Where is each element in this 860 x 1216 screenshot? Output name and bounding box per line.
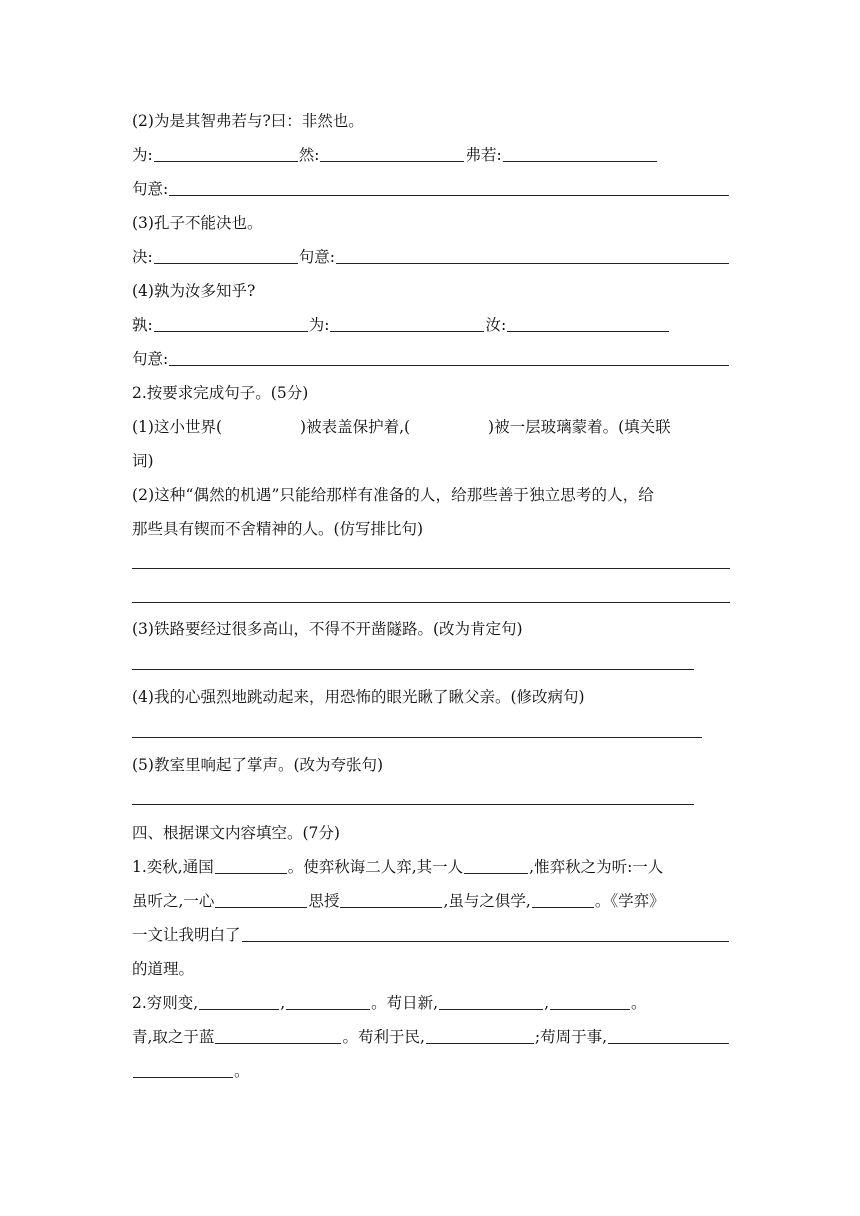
answer-blank[interactable] [215,888,307,908]
answer-blank[interactable] [608,1024,729,1044]
answer-blank[interactable] [426,1024,534,1044]
answer-line[interactable] [132,737,702,738]
answer-blank[interactable] [242,922,729,942]
answer-blank[interactable] [464,854,528,874]
sentence-1-continued: 词) [132,452,154,470]
answer-blank[interactable] [133,1058,233,1078]
answer-blank[interactable] [154,142,298,162]
question-2-sentence: (2)为是其智弗若与?曰：非然也。 [132,112,364,130]
answer-blank[interactable] [330,312,484,332]
section-2-title: 2.按要求完成句子。(5分) [132,384,309,402]
passage-1-line-4: 的道理。 [132,960,195,978]
passage-1-line-3: 一文让我明白了 [132,920,730,946]
question-3-sentence: (3)孔子不能决也。 [132,214,263,232]
passage-2-line-1: 2.穷则变, , 。苟日新, , 。 [132,988,730,1014]
answer-blank[interactable] [154,312,308,332]
question-2-word-blanks: 为: 然: 弗若: [132,140,730,166]
answer-blank[interactable] [215,854,287,874]
sentence-4: (4)我的心强烈地跳动起来，用恐怖的眼光瞅了瞅父亲。(修改病句) [132,688,585,706]
answer-blank[interactable] [199,990,279,1010]
passage-2-line-2: 青,取之于蓝 。苟利于民, ;苟周于事, [132,1022,730,1048]
answer-line[interactable] [132,602,730,603]
sentence-5: (5)教室里响起了掌声。(改为夸张句) [132,756,384,774]
question-3-blanks: 决: 句意: [132,242,730,268]
passage-1-line-2: 虽听之,一心 思授 ,虽与之俱学, 。《学弈》 [132,886,730,912]
question-4-meaning: 句意: [132,344,730,370]
answer-blank[interactable] [169,176,729,196]
section-4-title: 四、根据课文内容填空。(7分) [132,824,340,842]
answer-blank[interactable] [503,142,657,162]
answer-blank[interactable] [169,346,729,366]
answer-blank[interactable] [215,1024,341,1044]
answer-blank[interactable] [340,888,442,908]
answer-line[interactable] [132,804,694,805]
answer-blank[interactable] [154,244,298,264]
answer-blank[interactable] [532,888,594,908]
answer-blank[interactable] [507,312,669,332]
answer-blank[interactable] [550,990,630,1010]
sentence-1-conjunctions: (1)这小世界( )被表盖保护着,( )被一层玻璃蒙着。(填关联 [132,418,671,436]
question-2-meaning: 句意: [132,174,730,200]
answer-line[interactable] [132,669,694,670]
answer-blank[interactable] [286,990,370,1010]
sentence-3: (3)铁路要经过很多高山，不得不开凿隧路。(改为肯定句) [132,620,523,638]
answer-line[interactable] [132,568,730,569]
sentence-2-line-1: (2)这种“偶然的机遇”只能给那样有准备的人，给那些善于独立思考的人，给 [132,486,654,504]
passage-1-line-1: 1.奕秋,通国 。使弈秋诲二人弈,其一人 ,惟弈秋之为听:一人 [132,852,730,878]
question-4-word-blanks: 孰: 为: 汝: [132,310,730,336]
passage-2-line-3: 。 [132,1056,730,1082]
answer-blank[interactable] [320,142,464,162]
answer-blank[interactable] [336,244,729,264]
answer-blank[interactable] [439,990,543,1010]
question-4-sentence: (4)孰为汝多知乎? [132,282,256,300]
sentence-2-line-2: 那些具有锲而不舍精神的人。(仿写排比句) [132,520,424,538]
